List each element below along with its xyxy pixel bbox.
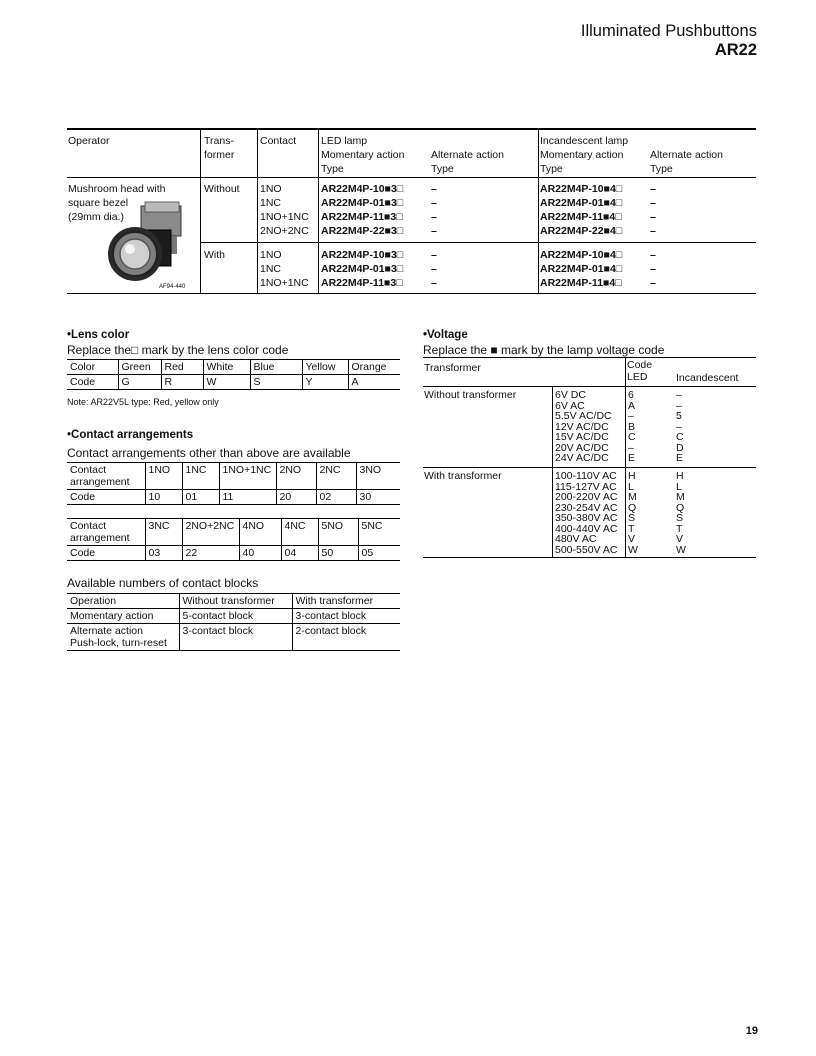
table-cell: 30	[356, 490, 400, 505]
table-cell: Code	[67, 375, 118, 390]
col-divider	[538, 128, 539, 294]
table-cell: 5NO	[318, 519, 358, 546]
table-bottom-rule	[67, 293, 756, 294]
table-top-rule	[67, 128, 756, 130]
header-led-alternate: Alternate action Type	[431, 149, 504, 175]
table-cell: 40	[239, 546, 281, 561]
led-types-with: AR22M4P-10■3□ AR22M4P-01■3□ AR22M4P-11■3□	[321, 249, 404, 289]
table-cell: Yellow	[302, 360, 348, 375]
table-cell: Momentary action	[67, 609, 179, 624]
header-rule	[67, 177, 756, 178]
table-row	[67, 519, 400, 546]
table-cell: 1NO+1NC	[219, 463, 276, 490]
table-cell: Code	[67, 546, 145, 561]
table-cell: 11	[219, 490, 276, 505]
led-alt-without: – – – –	[431, 183, 437, 237]
table-cell: Y	[302, 375, 348, 390]
inc-alt-with: – – –	[650, 249, 656, 289]
inc-types-with: AR22M4P-10■4□ AR22M4P-01■4□ AR22M4P-11■4□	[540, 249, 623, 289]
table-cell: Contact arrangement	[67, 463, 145, 490]
photo-caption: AF94-440	[159, 284, 186, 290]
table-cell: 10	[145, 490, 182, 505]
contact-arrangement-table-1	[67, 462, 400, 505]
table-cell: Operation	[67, 594, 179, 609]
without-voltages: 6V DC 6V AC 5.5V AC/DC 12V AC/DC 15V AC/DC 20V AC/DC 24V AC/DC	[555, 389, 612, 464]
table-cell: 1NC	[182, 463, 219, 490]
transformer-with: With	[204, 249, 225, 261]
with-led-codes: H L M Q S T V W	[628, 470, 638, 556]
table-cell: 50	[318, 546, 358, 561]
table-cell: A	[348, 375, 400, 390]
table-cell: Without transformer	[179, 594, 292, 609]
table-cell: Color	[67, 360, 118, 375]
inc-types-without: AR22M4P-10■4□ AR22M4P-01■4□ AR22M4P-11■4□ AR22M4P-22■4□	[540, 183, 623, 237]
col-divider	[625, 386, 626, 557]
with-inc-codes: H L M Q S T V W	[676, 470, 686, 556]
voltage-top-rule	[423, 357, 756, 358]
voltage-bottom-rule	[423, 557, 756, 558]
header-contact: Contact	[260, 135, 297, 147]
table-cell: 04	[281, 546, 318, 561]
without-led-codes: 6 A – B C – E	[628, 389, 636, 464]
table-cell: 05	[358, 546, 400, 561]
without-transformer-label: Without transformer	[424, 389, 517, 401]
table-row	[67, 546, 400, 561]
group-rule	[200, 242, 756, 243]
voltage-group-rule	[423, 467, 756, 468]
table-cell: 1NO	[145, 463, 182, 490]
header-transformer: Transformer	[424, 362, 481, 374]
table-row	[67, 375, 400, 390]
table-cell: 01	[182, 490, 219, 505]
table-cell: 3-contact block	[292, 609, 400, 624]
table-cell: Contact arrangement	[67, 519, 145, 546]
lens-color-table	[67, 359, 400, 390]
col-divider	[552, 386, 553, 557]
with-voltages: 100-110V AC 115-127V AC 200-220V AC 230-254V AC 350-380V AC 400-440V AC 480V AC 500-550V AC	[555, 470, 618, 556]
table-cell: 20	[276, 490, 316, 505]
table-cell: 4NC	[281, 519, 318, 546]
lens-color-subtitle: Replace the□ mark by the lens color code	[67, 343, 289, 357]
table-cell: 02	[316, 490, 356, 505]
table-cell: R	[161, 375, 203, 390]
table-cell: 5-contact block	[179, 609, 292, 624]
table-cell: Red	[161, 360, 203, 375]
table-cell: 5NC	[358, 519, 400, 546]
header-code-led: Code LED	[627, 359, 653, 383]
table-cell: S	[250, 375, 302, 390]
contact-blocks-table	[67, 593, 400, 651]
inc-alt-without: – – – –	[650, 183, 656, 237]
table-cell: Orange	[348, 360, 400, 375]
col-divider	[625, 357, 626, 386]
page-title: Illuminated Pushbuttons	[580, 22, 757, 40]
table-cell: 2NO	[276, 463, 316, 490]
page-number: 19	[745, 1025, 758, 1037]
header-transformer: Trans- former	[204, 135, 235, 161]
header-incandescent: Incandescent lamp Momentary action Type	[540, 135, 629, 175]
header-incandescent: Incandescent	[676, 372, 739, 384]
table-cell: 3NO	[356, 463, 400, 490]
table-cell: 22	[182, 546, 239, 561]
col-divider	[200, 128, 201, 294]
led-types-without: AR22M4P-10■3□ AR22M4P-01■3□ AR22M4P-11■3□ AR22M4P-22■3□	[321, 183, 404, 237]
table-cell: With transformer	[292, 594, 400, 609]
without-inc-codes: – – 5 – C D E	[676, 389, 684, 464]
table-cell: W	[203, 375, 250, 390]
operator-label: Mushroom head with square bezel (29mm dia.)	[68, 183, 166, 223]
col-divider	[318, 128, 319, 294]
led-alt-with: – – –	[431, 249, 437, 289]
contact-arrangement-table-2	[67, 518, 400, 561]
table-cell: G	[118, 375, 161, 390]
contact-blocks-heading: Available numbers of contact blocks	[67, 576, 259, 590]
with-transformer-label: With transformer	[424, 470, 502, 482]
voltage-header-rule	[423, 386, 756, 387]
contacts-without: 1NO 1NC 1NO+1NC 2NO+2NC	[260, 183, 309, 237]
header-led-lamp: LED lamp Momentary action Type	[321, 135, 405, 175]
table-cell: Green	[118, 360, 161, 375]
lens-color-heading: •Lens color	[67, 329, 130, 341]
contacts-with: 1NO 1NC 1NO+1NC	[260, 249, 309, 289]
table-row	[67, 624, 400, 651]
pushbutton-photo	[101, 200, 195, 282]
table-row	[67, 609, 400, 624]
table-cell: 3-contact block	[179, 624, 292, 651]
model-name: AR22	[714, 41, 757, 59]
transformer-without: Without	[204, 183, 240, 195]
header-inc-alternate: Alternate action Type	[650, 149, 723, 175]
contact-arrangements-heading: •Contact arrangements	[67, 429, 194, 441]
voltage-heading: •Voltage	[423, 329, 468, 341]
table-cell: 2NO+2NC	[182, 519, 239, 546]
table-row	[67, 490, 400, 505]
table-cell: 2NC	[316, 463, 356, 490]
table-cell: 2-contact block	[292, 624, 400, 651]
table-cell: 03	[145, 546, 182, 561]
table-cell: 4NO	[239, 519, 281, 546]
table-cell: Alternate action Push-lock, turn-reset	[67, 624, 179, 651]
voltage-subtitle: Replace the ■ mark by the lamp voltage code	[423, 343, 665, 357]
table-cell: White	[203, 360, 250, 375]
table-cell: Blue	[250, 360, 302, 375]
lens-note: Note: AR22V5L type: Red, yellow only	[67, 397, 219, 407]
table-cell: Code	[67, 490, 145, 505]
table-row	[67, 463, 400, 490]
table-row	[67, 594, 400, 609]
contact-arrangements-subtitle: Contact arrangements other than above are available	[67, 446, 351, 460]
col-divider	[257, 128, 258, 294]
table-cell: 3NC	[145, 519, 182, 546]
table-row	[67, 360, 400, 375]
header-operator: Operator	[68, 135, 110, 147]
